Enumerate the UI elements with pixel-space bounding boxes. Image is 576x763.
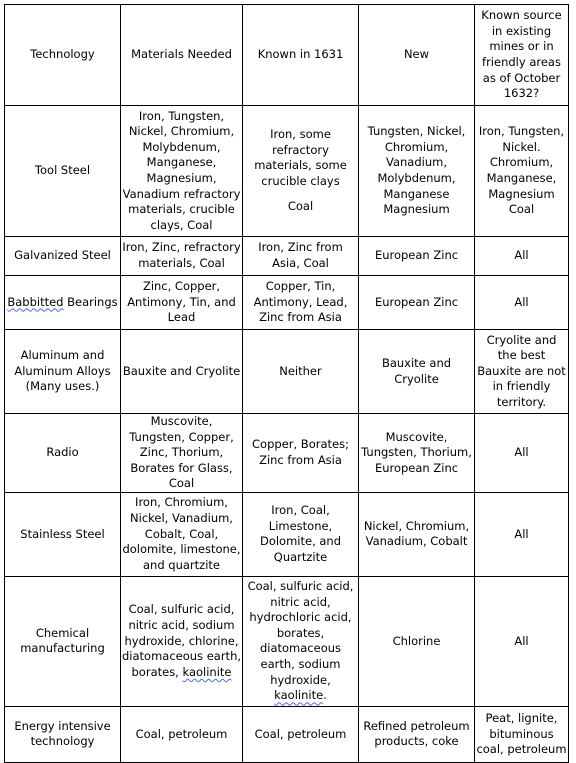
document-page <box>4 4 568 763</box>
cell-materials: Coal, petroleum <box>121 706 243 762</box>
cell-new: Refined petroleum products, coke <box>359 706 475 762</box>
cell-technology: Chemical manufacturing <box>5 576 121 706</box>
cell-known: Copper, Borates; Zinc from Asia <box>243 414 359 493</box>
cell-materials-text: Coal, sulfuric acid, nitric acid, sodium hydroxide, chlorine, diatomaceous earth, borates, <box>122 602 242 679</box>
cell-source: All <box>475 576 569 706</box>
header-technology: Technology <box>5 5 121 106</box>
cell-technology: Tool Steel <box>5 106 121 237</box>
cell-technology: Energy intensive technology <box>5 706 121 762</box>
header-materials-needed: Materials Needed <box>121 5 243 106</box>
cell-new: European Zinc <box>359 276 475 330</box>
table-row <box>5 706 569 762</box>
cell-new: Nickel, Chromium, Vanadium, Cobalt <box>359 492 475 576</box>
cell-materials <box>121 576 243 706</box>
cell-known: Coal, petroleum <box>243 706 359 762</box>
cell-technology: Stainless Steel <box>5 492 121 576</box>
materials-table <box>4 4 569 763</box>
cell-new: Tungsten, Nickel, Chromium, Vanadium, Molybdenum, Manganese Magnesium <box>359 106 475 237</box>
cell-technology: Galvanized Steel <box>5 237 121 276</box>
cell-new: Bauxite and Cryolite <box>359 330 475 414</box>
cell-source: All <box>475 414 569 493</box>
table-row <box>5 414 569 493</box>
header-new: New <box>359 5 475 106</box>
cell-known-period: . <box>323 688 327 703</box>
cell-materials: Iron, Chromium, Nickel, Vanadium, Cobalt, Coal, dolomite, limestone, and quartzite <box>121 492 243 576</box>
cell-new: Chlorine <box>359 576 475 706</box>
table-row <box>5 330 569 414</box>
cell-technology-rest: Bearings <box>63 294 118 309</box>
table-row <box>5 276 569 330</box>
cell-known: Iron, Coal, Limestone, Dolomite, and Quartzite <box>243 492 359 576</box>
cell-known <box>243 106 359 237</box>
cell-new: European Zinc <box>359 237 475 276</box>
cell-known-text: Coal, sulfuric acid, nitric acid, hydrochloric acid, borates, diatomaceous earth, sodium hydroxide, <box>247 579 354 687</box>
cell-known-coal: Coal <box>287 199 314 214</box>
cell-materials: Zinc, Copper, Antimony, Tin, and Lead <box>121 276 243 330</box>
cell-source: All <box>475 276 569 330</box>
cell-materials: Iron, Zinc, refractory materials, Coal <box>121 237 243 276</box>
cell-known: Neither <box>243 330 359 414</box>
cell-source: Iron, Tungsten, Nickel. Chromium, Manganese, Magnesium Coal <box>475 106 569 237</box>
header-known-source: Known source in existing mines or in friendly areas as of October 1632? <box>475 5 569 106</box>
cell-technology <box>5 276 121 330</box>
cell-source: All <box>475 237 569 276</box>
cell-known: Iron, Zinc from Asia, Coal <box>243 237 359 276</box>
cell-source: Cryolite and the best Bauxite are not in friendly territory. <box>475 330 569 414</box>
table-row <box>5 492 569 576</box>
table-row <box>5 237 569 276</box>
table-row <box>5 106 569 237</box>
cell-materials: Iron, Tungsten, Nickel, Chromium, Molybdenum, Manganese, Magnesium, Vanadium refractory materials, crucible clays, Coal <box>121 106 243 237</box>
header-known-1631: Known in 1631 <box>243 5 359 106</box>
cell-materials: Muscovite, Tungsten, Copper, Zinc, Thorium, Borates for Glass, Coal <box>121 414 243 493</box>
spellcheck-word: kaolinite <box>182 664 232 679</box>
cell-known: Copper, Tin, Antimony, Lead, Zinc from Asia <box>243 276 359 330</box>
cell-known-text: Iron, some refractory materials, some crucible clays <box>254 127 347 188</box>
cell-materials: Bauxite and Cryolite <box>121 330 243 414</box>
cell-source: All <box>475 492 569 576</box>
spellcheck-word: Babbitted <box>7 294 64 309</box>
cell-known <box>243 576 359 706</box>
header-row <box>5 5 569 106</box>
cell-technology: Aluminum and Aluminum Alloys (Many uses.) <box>5 330 121 414</box>
spellcheck-word: kaolinite <box>274 688 324 703</box>
cell-source: Peat, lignite, bituminous coal, petroleum <box>475 706 569 762</box>
cell-new: Muscovite, Tungsten, Thorium, European Zinc <box>359 414 475 493</box>
cell-technology: Radio <box>5 414 121 493</box>
table-row <box>5 576 569 706</box>
